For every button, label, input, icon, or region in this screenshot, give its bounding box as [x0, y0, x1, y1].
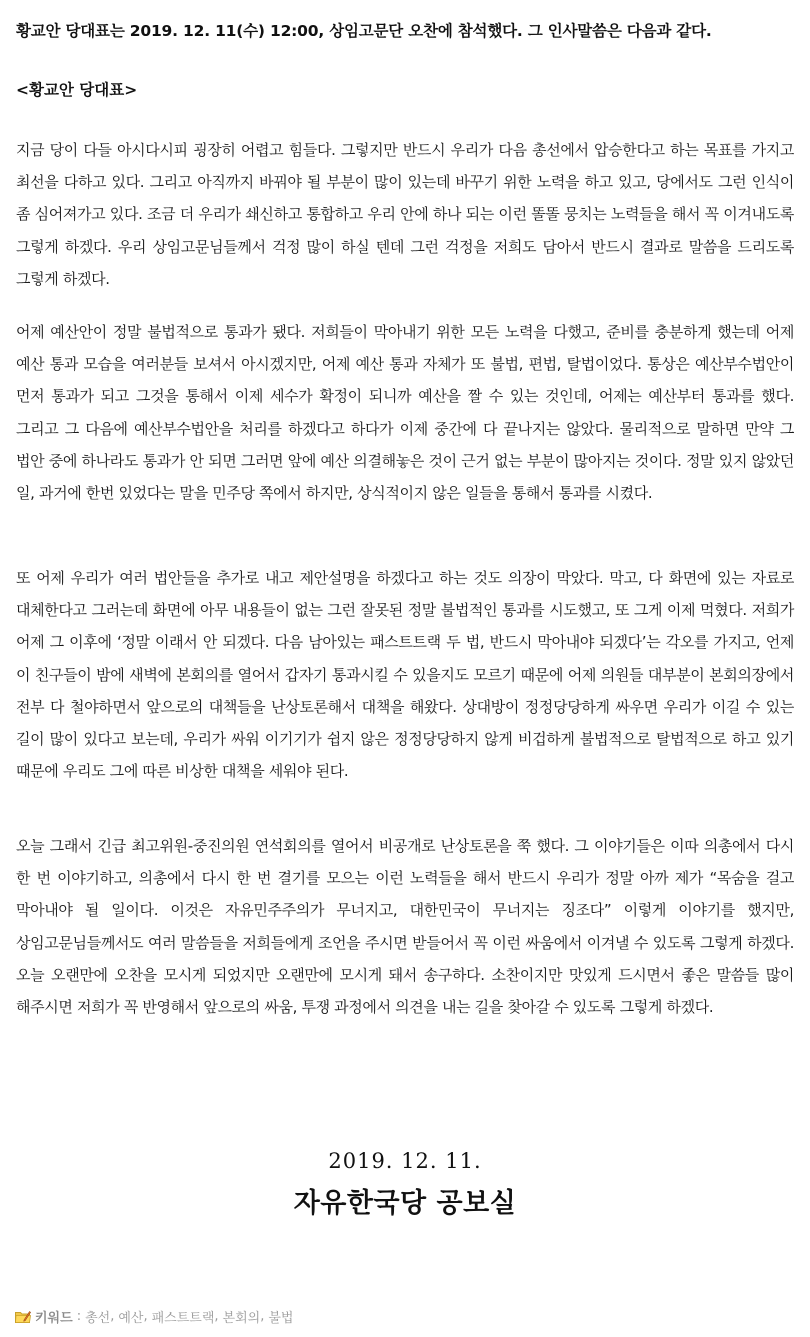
folder-pencil-icon	[15, 1310, 31, 1323]
speaker-heading: <황교안 당대표>	[16, 81, 138, 99]
keyword-comma: ,	[214, 1308, 219, 1324]
keyword-link[interactable]: 총선	[85, 1310, 111, 1326]
keyword-link[interactable]: 예산	[118, 1310, 144, 1326]
keyword-link[interactable]: 불법	[268, 1310, 294, 1326]
keywords-separator: :	[76, 1308, 82, 1324]
organization-name: 자유한국당 공보실	[293, 1188, 517, 1219]
keyword-link[interactable]: 본회의	[222, 1310, 261, 1326]
intro-line: 황교안 당대표는 2019. 12. 11(수) 12:00, 상임고문단 오찬에 참석했다. 그 인사말씀은 다음과 같다.	[16, 22, 712, 40]
speech-paragraph-4: 오늘 그래서 긴급 최고위원-중진의원 연석회의를 열어서 비공개로 난상토론을 쭉 했다. 그 이야기들은 이따 의총에서 다시 한 번 이야기하고, 의총에서 다시 한 번 결기를 모으는 이런 노력들을 해서 반드시 우리가 정말 아까 제가 “목숨을 걸고 막아내야 될 일이다. 이것은 자유민주주의가 무너지고, 대한민국이 무너지는 징조다” 이렇게 이야기를 했지만, 상임고문님들께서도 여러 말씀들을 저희들에게 조언을 주시면 받들어서 꼭 이런 싸움에서 이겨낼 수 있도록 그렇게 하겠다. 오늘 오랜만에 오찬을 모시게 되었지만 오랜만에 모시게 돼서 송구하다. 소찬이지만 맛있게 드시면서 좋은 말씀들 많이 해주시면 저희가 꼭 반영해서 앞으로의 싸움, 투쟁 과정에서 의견을 내는 길을 찾아갈 수 있도록 그렇게 하겠다.	[16, 837, 794, 1017]
speech-paragraph-1: 지금 당이 다들 아시다시피 굉장히 어렵고 힘들다. 그렇지만 반드시 우리가 다음 총선에서 압승한다고 하는 목표를 가지고 최선을 다하고 있다. 그리고 아직까지 바꿔야 될 부분이 많이 있는데 바꾸기 위한 노력을 하고 있고, 당에서도 그런 인식이 좀 심어져가고 있다. 조금 더 우리가 쇄신하고 통합하고 우리 안에 하나 되는 이런 똘똘 뭉치는 노력들을 해서 꼭 이겨내도록 그렇게 하겠다. 우리 상임고문님들께서 걱정 많이 하실 텐데 그런 걱정을 저희도 담아서 반드시 결과로 말씀을 드리도록 그렇게 하겠다.	[16, 141, 794, 288]
keyword-comma: ,	[143, 1308, 148, 1324]
release-date: 2019. 12. 11.	[328, 1149, 482, 1173]
keyword-comma: ,	[260, 1308, 265, 1324]
keywords-bar	[15, 1304, 294, 1328]
keywords-label: 키워드	[35, 1310, 73, 1326]
keyword-comma: ,	[110, 1308, 115, 1324]
speech-paragraph-3: 또 어제 우리가 여러 법안들을 추가로 내고 제안설명을 하겠다고 하는 것도 의장이 막았다. 막고, 다 화면에 있는 자료로 대체한다고 그러는데 화면에 아무 내용들이 없는 그런 잘못된 정말 불법적인 통과를 시도했고, 또 그게 이제 먹혔다. 저희가 어제 그 이후에 ‘정말 이래서 안 되겠다. 다음 남아있는 패스트트랙 두 법, 반드시 막아내야 되겠다’는 각오를 가지고, 언제 이 친구들이 밤에 새벽에 본회의를 열어서 갑자기 통과시킬 수 있을지도 모르기 때문에 어제 의원들 대부분이 본회의장에서 전부 다 철야하면서 앞으로의 대책들을 난상토론해서 대책을 해왔다. 상대방이 정정당당하게 싸우면 우리가 이길 수 있는 길이 많이 있다고 보는데, 우리가 싸워 이기기가 쉽지 않은 정정당당하지 않게 비겁하게 불법적으로 탈법적으로 하고 있기 때문에 우리도 그에 따른 비상한 대책을 세워야 된다.	[16, 569, 794, 781]
speech-paragraph-2: 어제 예산안이 정말 불법적으로 통과가 됐다. 저희들이 막아내기 위한 모든 노력을 다했고, 준비를 충분하게 했는데 어제 예산 통과 모습을 여러분들 보셔서 아시겠지만, 어제 예산 통과 자체가 또 불법, 편법, 탈법이었다. 통상은 예산부수법안이 먼저 통과가 되고 그것을 통해서 이제 세수가 확정이 되니까 예산을 짤 수 있는 것인데, 어제는 예산부터 통과를 했다. 그리고 그 다음에 예산부수법안을 처리를 하겠다고 하다가 이제 중간에 다 끝나지는 않았다. 물리적으로 말하면 만약 그 법안 중에 하나라도 통과가 안 되면 그러면 앞에 예산 의결해놓은 것이 근거 없는 부분이 많아지는 것이다. 정말 있지 않았던 일, 과거에 한번 있었다는 말을 민주당 쪽에서 하지만, 상식적이지 않은 일들을 통해서 통과를 시켰다.	[16, 323, 794, 503]
keyword-link[interactable]: 패스트트랙	[151, 1310, 215, 1326]
